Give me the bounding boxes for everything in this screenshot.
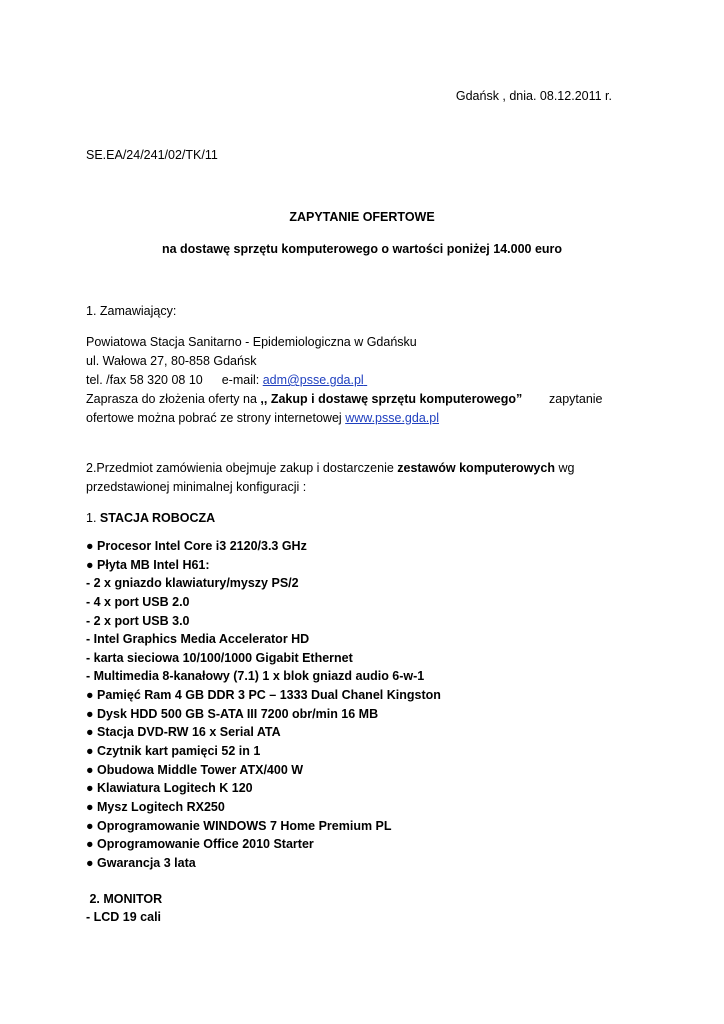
email-link-underline-space[interactable]	[364, 373, 367, 387]
spec-item: - Multimedia 8-kanałowy (7.1) 1 x blok gniazd audio 6-w-1	[86, 669, 425, 684]
email-label: e-mail:	[221, 373, 260, 387]
spec-item: ● Pamięć Ram 4 GB DDR 3 PC – 1333 Dual Chanel Kingston	[86, 688, 441, 703]
place-and-date: Gdańsk , dnia. 08.12.2011 r.	[455, 89, 612, 103]
spec-item: ● Mysz Logitech RX250	[86, 799, 225, 814]
invitation-title: ,, Zakup i dostawę sprzętu komputerowego”	[260, 392, 523, 406]
website-link[interactable]: www.psse.gda.pl	[345, 411, 439, 425]
spec-item: ● Stacja DVD-RW 16 x Serial ATA	[86, 725, 281, 740]
order-subject-line-1	[86, 459, 574, 478]
order-subject-prefix: 2.Przedmiot zamówienia obejmuje zakup i dostarczenie	[86, 461, 394, 475]
spec-item: ● Oprogramowanie Office 2010 Starter	[86, 837, 314, 852]
monitor-heading: 2. MONITOR	[86, 892, 163, 906]
invitation-line	[86, 390, 522, 409]
workstation-number: 1.	[86, 511, 97, 525]
spec-item: ● Czytnik kart pamięci 52 in 1	[86, 744, 261, 759]
invitation-prefix: Zaprasza do złożenia oferty na	[86, 392, 257, 406]
spec-item: ● Dysk HDD 500 GB S-ATA III 7200 obr/min 16 MB	[86, 706, 379, 721]
section-ordering-party-heading: 1. Zamawiający:	[86, 304, 177, 318]
spec-item: ● Klawiatura Logitech K 120	[86, 781, 253, 796]
email-link[interactable]: adm@psse.gda.pl	[262, 373, 364, 387]
invitation-suffix: zapytanie	[549, 392, 603, 406]
spec-item: ● Płyta MB Intel H61:	[86, 557, 210, 572]
workstation-heading	[86, 509, 215, 528]
monitor-spec-item: - LCD 19 cali	[86, 910, 162, 924]
organization-address: ul. Wałowa 27, 80-858 Gdańsk	[86, 354, 257, 368]
phone-fax: tel. /fax 58 320 08 10	[86, 373, 203, 387]
spec-item: ● Oprogramowanie WINDOWS 7 Home Premium PL	[86, 818, 392, 833]
document-title: ZAPYTANIE OFERTOWE	[289, 210, 435, 224]
document-subtitle: na dostawę sprzętu komputerowego o wartości poniżej 14.000 euro	[161, 242, 563, 256]
workstation-spec-list	[86, 537, 441, 873]
spec-item: ● Gwarancja 3 lata	[86, 855, 196, 870]
spec-item: ● Procesor Intel Core i3 2120/3.3 GHz	[86, 539, 307, 553]
spec-item: - 2 x port USB 3.0	[86, 613, 190, 628]
spec-item: - karta sieciowa 10/100/1000 Gigabit Ethernet	[86, 650, 353, 665]
order-subject-suffix: wg	[558, 461, 575, 475]
download-line	[86, 409, 439, 428]
spec-item: - Intel Graphics Media Accelerator HD	[86, 632, 310, 647]
spec-item: ● Obudowa Middle Tower ATX/400 W	[86, 762, 304, 777]
order-subject-bold: zestawów komputerowych	[397, 461, 555, 475]
reference-number: SE.EA/24/241/02/TK/11	[86, 148, 218, 162]
download-text: ofertowe można pobrać ze strony internetowej	[86, 411, 342, 425]
spec-item: - 2 x gniazdo klawiatury/myszy PS/2	[86, 576, 299, 591]
order-subject-line-2: przedstawionej minimalnej konfiguracji :	[86, 480, 307, 494]
organization-name: Powiatowa Stacja Sanitarno - Epidemiologiczna w Gdańsku	[86, 335, 417, 349]
contact-line	[86, 371, 367, 390]
spec-item: - 4 x port USB 2.0	[86, 594, 190, 609]
workstation-title: STACJA ROBOCZA	[99, 511, 216, 525]
